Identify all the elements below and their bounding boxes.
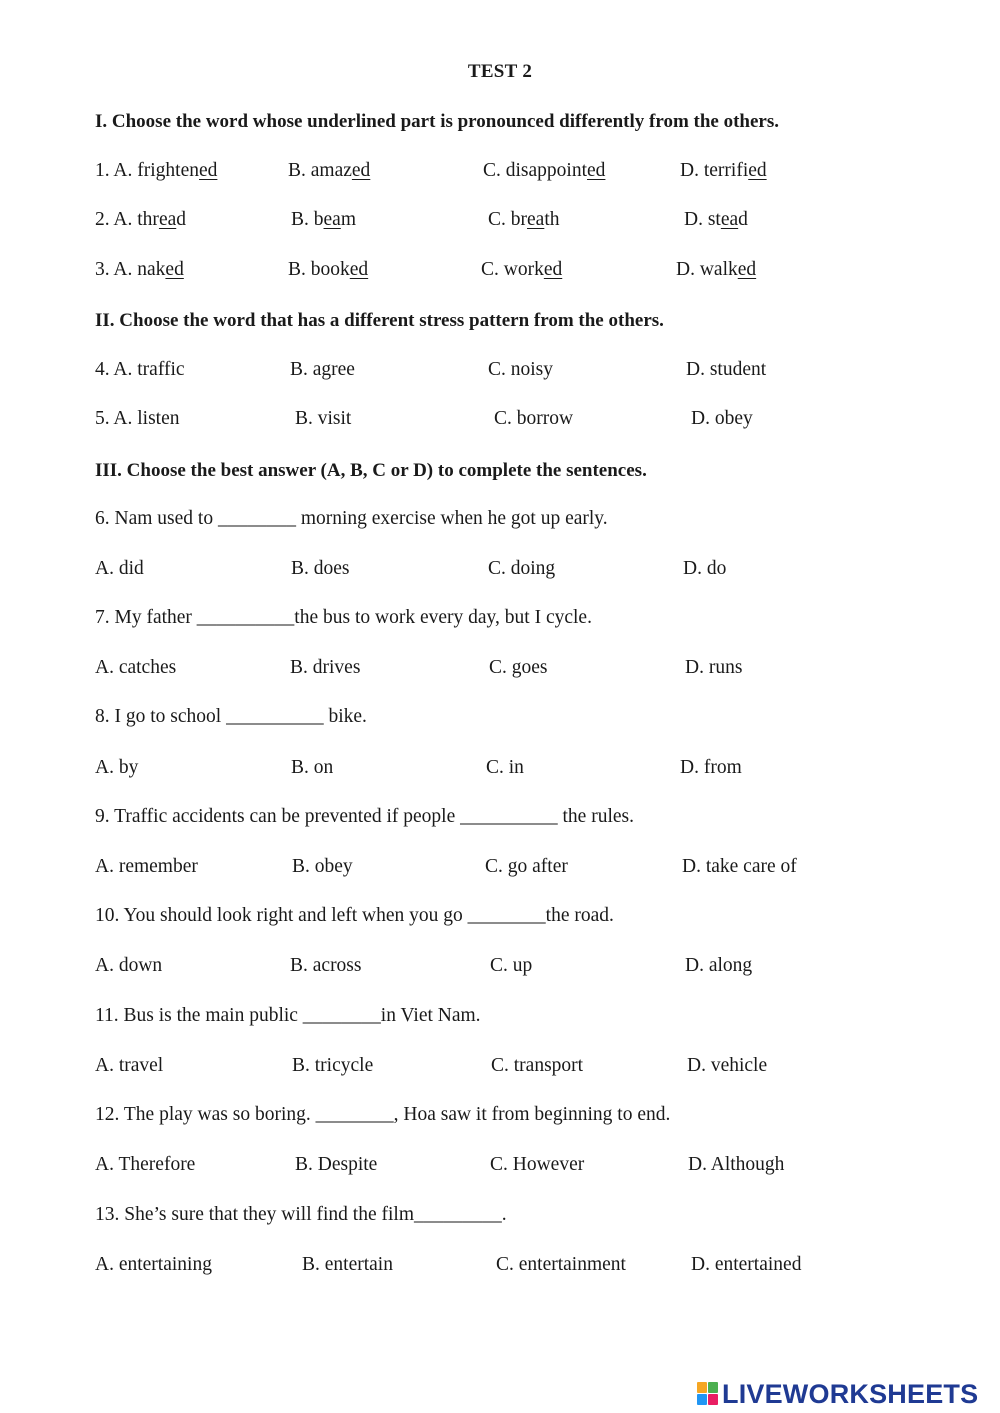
question-text: 12. The play was so boring. ________, Hoa saw it from beginning to end. — [95, 1104, 671, 1125]
answer-option[interactable]: D. Although — [688, 1154, 785, 1175]
answer-option[interactable]: C. entertainment — [496, 1254, 626, 1275]
answer-option[interactable]: B. tricycle — [292, 1055, 374, 1076]
section-heading-3: III. Choose the best answer (A, B, C or D) to complete the sentences. — [95, 460, 647, 481]
answer-option[interactable]: D. runs — [685, 657, 743, 678]
pron-option: C. disappointed — [483, 160, 606, 181]
answer-option[interactable]: C. go after — [485, 856, 568, 877]
answer-option[interactable]: A. Therefore — [95, 1154, 196, 1175]
question-text: 13. She’s sure that they will find the film_________. — [95, 1204, 507, 1225]
answer-option[interactable]: D. entertained — [691, 1254, 802, 1275]
question-text: 7. My father __________the bus to work every day, but I cycle. — [95, 607, 592, 628]
answer-option[interactable]: A. did — [95, 558, 144, 579]
answer-option[interactable]: B. obey — [292, 856, 353, 877]
pron-option: B. booked — [288, 259, 369, 280]
pron-option: B. beam — [291, 209, 356, 230]
answer-option[interactable]: A. by — [95, 757, 139, 778]
pron-option: B. amazed — [288, 160, 371, 181]
answer-option[interactable]: C. transport — [491, 1055, 584, 1076]
stress-option: C. borrow — [494, 408, 574, 429]
answer-option[interactable]: C. However — [490, 1154, 585, 1175]
page-title: TEST 2 — [467, 61, 533, 82]
answer-option[interactable]: C. up — [490, 955, 533, 976]
question-text: 6. Nam used to ________ morning exercise when he got up early. — [95, 508, 608, 529]
answer-option[interactable]: D. vehicle — [687, 1055, 768, 1076]
pron-option: 1. A. frightened — [95, 160, 218, 181]
stress-option: D. obey — [691, 408, 753, 429]
question-text: 9. Traffic accidents can be prevented if people __________ the rules. — [95, 806, 634, 827]
liveworksheets-logo-icon — [697, 1382, 719, 1406]
pron-option: 3. A. naked — [95, 259, 184, 280]
answer-option[interactable]: D. along — [685, 955, 753, 976]
answer-option[interactable]: B. Despite — [295, 1154, 378, 1175]
answer-option[interactable]: A. remember — [95, 856, 198, 877]
answer-option[interactable]: D. do — [683, 558, 727, 579]
section-heading-2: II. Choose the word that has a different stress pattern from the others. — [95, 310, 664, 331]
stress-option: 5. A. listen — [95, 408, 180, 429]
answer-option[interactable]: D. from — [680, 757, 742, 778]
answer-option[interactable]: D. take care of — [682, 856, 797, 877]
answer-option[interactable]: B. across — [290, 955, 362, 976]
stress-option: C. noisy — [488, 359, 554, 380]
answer-option[interactable]: C. doing — [488, 558, 556, 579]
stress-option: 4. A. traffic — [95, 359, 185, 380]
answer-option[interactable]: B. drives — [290, 657, 361, 678]
answer-option[interactable]: C. in — [486, 757, 524, 778]
pron-option: 2. A. thread — [95, 209, 186, 230]
stress-option: B. visit — [295, 408, 352, 429]
answer-option[interactable]: B. on — [291, 757, 334, 778]
answer-option[interactable]: A. down — [95, 955, 163, 976]
pron-option: D. walked — [676, 259, 757, 280]
question-text: 10. You should look right and left when you go ________the road. — [95, 905, 614, 926]
question-text: 11. Bus is the main public ________in Viet Nam. — [95, 1005, 481, 1026]
answer-option[interactable]: A. entertaining — [95, 1254, 212, 1275]
question-text: 8. I go to school __________ bike. — [95, 706, 367, 727]
answer-option[interactable]: B. entertain — [302, 1254, 393, 1275]
answer-option[interactable]: C. goes — [489, 657, 548, 678]
answer-option[interactable]: A. travel — [95, 1055, 164, 1076]
liveworksheets-logo — [697, 1378, 993, 1410]
pron-option: D. stead — [684, 209, 748, 230]
section-heading-1: I. Choose the word whose underlined part is pronounced differently from the others. — [95, 111, 780, 132]
pron-option: C. worked — [481, 259, 563, 280]
liveworksheets-logo-text: LIVEWORKSHEETS — [722, 1378, 979, 1409]
answer-option[interactable]: A. catches — [95, 657, 177, 678]
stress-option: D. student — [686, 359, 767, 380]
pron-option: C. breath — [488, 209, 560, 230]
answer-option[interactable]: B. does — [291, 558, 350, 579]
pron-option: D. terrified — [680, 160, 767, 181]
stress-option: B. agree — [290, 359, 355, 380]
